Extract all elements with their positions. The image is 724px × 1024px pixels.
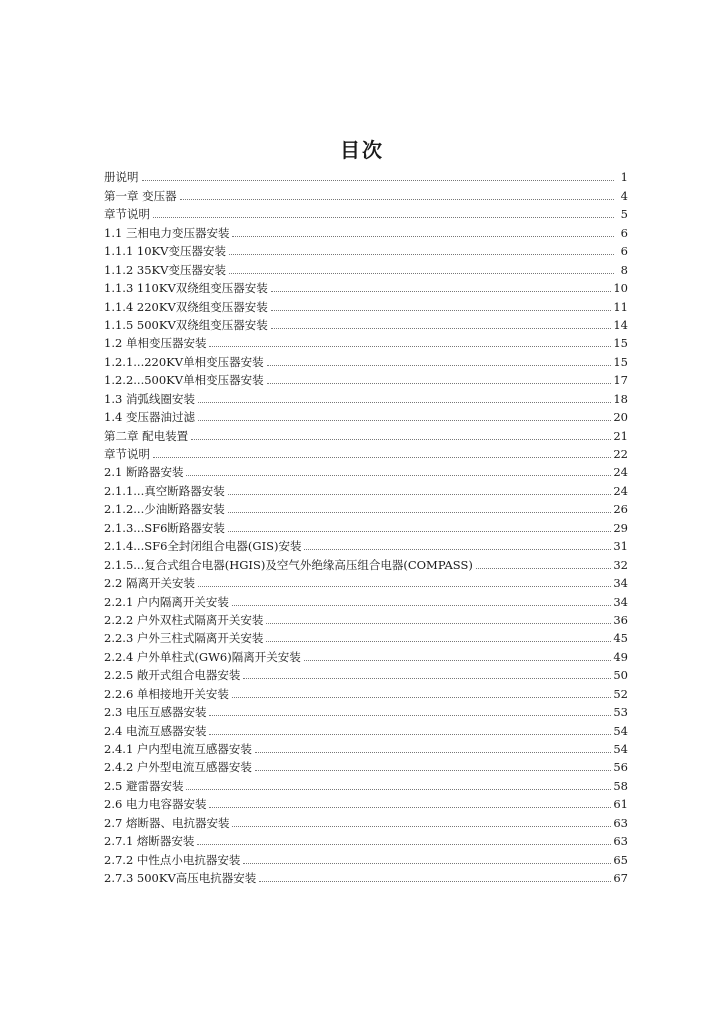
toc-entry-page-number: 56 (613, 760, 628, 775)
toc-entry[interactable] (104, 277, 628, 295)
toc-entry-label: 2.2 隔离开关安装 (104, 576, 195, 591)
toc-entry-label: 2.4.2 户外型电流互感器安装 (104, 760, 252, 775)
toc-entry-label: 第一章 变压器 (104, 188, 177, 203)
toc-entry-label: 2.2.4 户外单柱式(GW6)隔离开关安装 (104, 649, 301, 664)
toc-entry[interactable] (104, 314, 628, 332)
page-title: 目次 (340, 138, 384, 162)
toc-dot-leader (142, 179, 615, 181)
toc-entry-page-number: 15 (613, 354, 628, 369)
toc-entry[interactable] (104, 609, 628, 627)
toc-entry[interactable] (104, 719, 628, 737)
toc-entry-label: 1.1 三相电力变压器安装 (104, 225, 230, 240)
toc-entry[interactable] (104, 793, 628, 811)
toc-entry[interactable] (104, 830, 628, 848)
toc-entry-label: 2.2.3 户外三柱式隔离开关安装 (104, 631, 264, 646)
toc-entry-label: 1.2.1...220KV单相变压器安装 (104, 354, 264, 369)
toc-entry-page-number: 11 (613, 299, 628, 314)
toc-entry-page-number: 52 (613, 686, 628, 701)
toc-entry[interactable] (104, 203, 628, 221)
toc-entry[interactable] (104, 166, 628, 184)
toc-entry-page-number: 34 (613, 594, 628, 609)
toc-dot-leader (232, 604, 611, 606)
toc-entry-label: 2.7.1 熔断器安装 (104, 834, 195, 849)
toc-entry-page-number: 31 (613, 539, 628, 554)
toc-entry-label: 2.4.1 户内型电流互感器安装 (104, 742, 252, 756)
toc-entry[interactable] (104, 774, 628, 792)
toc-entry-label: 2.6 电力电容器安装 (104, 797, 207, 812)
toc-entry[interactable] (104, 867, 628, 885)
toc-dot-leader (180, 198, 614, 200)
toc-dot-leader (304, 548, 611, 550)
toc-entry-label: 2.2.2 户外双柱式隔离开关安装 (104, 612, 264, 627)
toc-entry-page-number: 53 (613, 705, 628, 720)
toc-entry-label: 2.1.1...真空断路器安装 (104, 483, 225, 498)
toc-entry[interactable] (104, 369, 628, 387)
toc-entry[interactable] (104, 664, 628, 682)
toc-entry-page-number: 18 (613, 391, 628, 406)
toc-entry-label: 1.2.2...500KV单相变压器安装 (104, 373, 264, 388)
toc-entry[interactable] (104, 479, 628, 497)
toc-entry[interactable] (104, 535, 628, 553)
toc-dot-leader (267, 382, 612, 384)
toc-entry[interactable] (104, 590, 628, 608)
toc-dot-leader (229, 272, 614, 274)
toc-entry-page-number: 54 (613, 723, 628, 738)
toc-entry-label: 1.3 消弧线圈安装 (104, 391, 195, 406)
toc-dot-leader (198, 419, 611, 421)
toc-dot-leader (229, 253, 614, 255)
toc-entry-page-number: 6 (620, 225, 628, 240)
toc-entry-label: 2.3 电压互感器安装 (104, 705, 207, 720)
toc-dot-leader (197, 843, 611, 845)
toc-entry[interactable] (104, 701, 628, 719)
toc-entry-page-number: 63 (613, 815, 628, 830)
toc-dot-leader (191, 438, 611, 440)
toc-entry-label: 2.2.6 单相接地开关安装 (104, 686, 229, 701)
toc-entry-page-number: 65 (613, 852, 628, 867)
toc-entry-page-number: 1 (620, 170, 628, 185)
toc-entry[interactable] (104, 756, 628, 774)
toc-entry-label: 1.1.4 220KV双绕组变压器安装 (104, 299, 268, 314)
toc-entry[interactable] (104, 258, 628, 276)
toc-entry-label: 1.4 变压器油过滤 (104, 410, 195, 425)
toc-entry-page-number: 15 (613, 336, 628, 351)
toc-entry-label: 章节说明 (104, 447, 150, 461)
toc-entry-page-number: 45 (613, 631, 628, 646)
toc-dot-leader (243, 677, 611, 679)
toc-entry-label: 1.1.1 10KV变压器安装 (104, 244, 226, 259)
toc-entry-page-number: 8 (620, 262, 628, 277)
toc-entry-label: 2.7.2 中性点小电抗器安装 (104, 852, 241, 867)
toc-entry[interactable] (104, 682, 628, 700)
toc-entry[interactable] (104, 387, 628, 405)
toc-entry[interactable] (104, 461, 628, 479)
toc-dot-leader (209, 733, 611, 735)
toc-entry-page-number: 26 (613, 502, 628, 517)
toc-entry-label: 2.5 避雷器安装 (104, 778, 184, 793)
toc-entry-label: 1.1.2 35KV变压器安装 (104, 262, 226, 277)
toc-dot-leader (271, 327, 612, 329)
toc-dot-leader (304, 659, 612, 661)
toc-entry[interactable] (104, 811, 628, 829)
toc-entry-label: 2.1.4...SF6全封闭组合电器(GIS)安装 (104, 539, 302, 554)
toc-dot-leader (267, 364, 612, 366)
toc-dot-leader (228, 493, 612, 495)
toc-entry[interactable] (104, 406, 628, 424)
toc-entry[interactable] (104, 350, 628, 368)
toc-entry-label: 2.1.5...复合式组合电器(HGIS)及空气外绝缘高压组合电器(COMPASS) (104, 557, 473, 572)
toc-dot-leader (153, 456, 611, 458)
toc-entry-label: 2.2.5 敞开式组合电器安装 (104, 668, 241, 683)
toc-dot-leader (271, 309, 612, 311)
toc-entry-page-number: 21 (613, 428, 628, 443)
toc-entry-page-number: 24 (613, 483, 628, 498)
toc-entry[interactable] (104, 572, 628, 590)
toc-dot-leader (209, 714, 611, 716)
toc-entry[interactable] (104, 738, 628, 756)
toc-dot-leader (243, 862, 611, 864)
toc-entry[interactable] (104, 848, 628, 866)
toc-entry[interactable] (104, 184, 628, 202)
toc-dot-leader (232, 235, 614, 237)
toc-entry-page-number: 4 (620, 188, 628, 203)
toc-dot-leader (266, 622, 611, 624)
toc-dot-leader (255, 769, 611, 771)
toc-entry-page-number: 20 (613, 410, 628, 425)
toc-entry-page-number: 49 (613, 649, 628, 664)
toc-entry-page-number: 36 (613, 612, 628, 627)
toc-entry[interactable] (104, 240, 628, 258)
toc-entry-label: 2.1.3...SF6断路器安装 (104, 520, 225, 535)
toc-entry-label: 1.1.3 110KV双绕组变压器安装 (104, 281, 268, 296)
toc-dot-leader (209, 345, 611, 347)
toc-dot-leader (209, 806, 611, 808)
toc-entry-page-number: 67 (613, 871, 628, 886)
toc-dot-leader (198, 585, 611, 587)
toc-entry-page-number: 14 (613, 317, 628, 332)
toc-entry[interactable] (104, 645, 628, 663)
toc-entry-page-number: 5 (620, 207, 628, 222)
toc-entry-page-number: 29 (613, 520, 628, 535)
toc-entry-page-number: 6 (620, 244, 628, 259)
toc-dot-leader (232, 825, 611, 827)
toc-entry-page-number: 22 (613, 447, 628, 461)
toc-entry-label: 2.7 熔断器、电抗器安装 (104, 815, 230, 830)
toc-entry-label: 章节说明 (104, 207, 150, 222)
toc-entry-page-number: 10 (613, 281, 628, 296)
toc-entry-label: 1.2 单相变压器安装 (104, 336, 207, 351)
table-of-contents (104, 166, 628, 885)
toc-dot-leader (186, 474, 611, 476)
toc-dot-leader (228, 530, 611, 532)
toc-dot-leader (232, 696, 611, 698)
toc-entry[interactable] (104, 221, 628, 239)
toc-entry[interactable] (104, 424, 628, 442)
toc-entry-label: 2.2.1 户内隔离开关安装 (104, 594, 229, 609)
toc-dot-leader (271, 290, 612, 292)
toc-dot-leader (186, 788, 611, 790)
toc-dot-leader (153, 216, 614, 218)
toc-dot-leader (259, 880, 611, 882)
toc-entry-label: 册说明 (104, 170, 139, 185)
toc-entry-label: 1.1.5 500KV双绕组变压器安装 (104, 317, 268, 332)
toc-entry-label: 2.1 断路器安装 (104, 465, 184, 480)
toc-entry-page-number: 58 (613, 778, 628, 793)
toc-entry-page-number: 17 (613, 373, 628, 388)
toc-entry-page-number: 50 (613, 668, 628, 683)
toc-entry[interactable] (104, 443, 628, 461)
toc-entry-label: 2.7.3 500KV高压电抗器安装 (104, 871, 257, 886)
toc-entry-page-number: 63 (613, 834, 628, 849)
toc-entry[interactable] (104, 627, 628, 645)
toc-dot-leader (228, 511, 612, 513)
toc-entry[interactable] (104, 516, 628, 534)
toc-dot-leader (255, 751, 611, 753)
toc-entry[interactable] (104, 553, 628, 571)
toc-dot-leader (476, 567, 612, 569)
toc-dot-leader (198, 401, 611, 403)
toc-entry-page-number: 61 (613, 797, 628, 812)
toc-entry-page-number: 24 (613, 465, 628, 480)
toc-entry[interactable] (104, 295, 628, 313)
toc-entry[interactable] (104, 332, 628, 350)
toc-entry-label: 2.4 电流互感器安装 (104, 723, 207, 738)
toc-dot-leader (266, 640, 611, 642)
toc-entry-page-number: 34 (613, 576, 628, 591)
toc-entry-label: 第二章 配电装置 (104, 428, 189, 443)
toc-entry-page-number: 54 (613, 742, 628, 756)
toc-entry-label: 2.1.2...少油断路器安装 (104, 502, 225, 517)
toc-entry[interactable] (104, 498, 628, 516)
toc-entry-page-number: 32 (613, 557, 628, 572)
